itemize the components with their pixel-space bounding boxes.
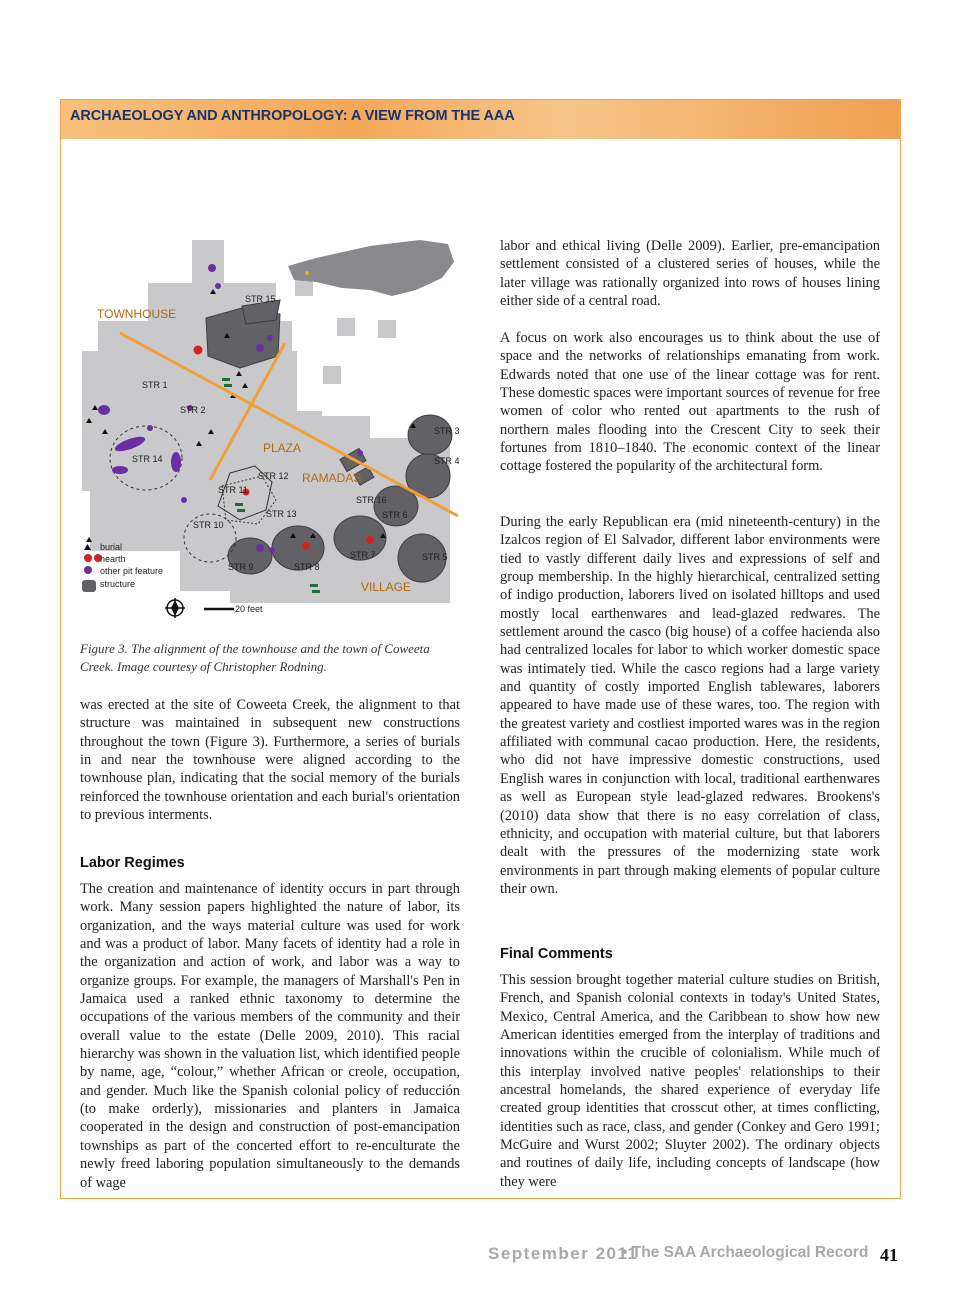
scale-label: 20 feet [235, 604, 263, 614]
label-str15: STR 15 [245, 294, 276, 304]
legend-pit: other pit feature [100, 566, 164, 576]
right-column-paragraph-1: labor and ethical living (Delle 2009). Earlier, pre-emancipation settlement consisted of a clustered series of houses, while the later village was rationally organized into rows of houses lining either side of a central road. [500, 238, 880, 310]
label-str14: STR 14 [132, 454, 163, 464]
label-str12: STR 12 [258, 471, 289, 481]
legend-hearth: hearth [100, 554, 126, 564]
page-number: 41 [880, 1245, 898, 1265]
label-str1: STR 1 [142, 380, 168, 390]
legend-hearth-icon [84, 554, 92, 562]
legend-burial: burial [100, 542, 123, 552]
label-str2: STR 2 [180, 405, 206, 415]
right-column-paragraph-3: During the early Republican era (mid nineteenth-century) in the Izalcos region of El Salvador, different labor environments were tied to vastly different daily lives and expressions of self and group membership. In the highly hierarchical, centralized setting of indigo production, laborers lived on isolated hilltops and used mostly local earthenwares and lead-glazed redwares. The settlement around the casco (big house) of a coffee hacienda also had centralized locales for labor to which worker domestic space was intimately tied. While the casco regions had a large variety and quantity of costly imported English tablewares, laborers appeared to have made use of these wares, too. The region with the greatest variety and costliest imported wares was in the region affiliated with communal cacao production. Here, the residents, who did not have impressive domestic constructions, used English wares in conjunction with local, traditional earthenwares as well as European style lead-glazed redwares. Brookens's (2010) data show that there is no easy correlation of class, ethnicity, and occupation with material culture, but that laborers dealt with the pressures of the modernizing state work environments in part through making elements of popular culture their own. [500, 514, 880, 897]
north-arrow-icon [165, 598, 185, 618]
right-column-paragraph-2: A focus on work also encourages us to think about the use of space and the networks of relationships emanating from work. Edwards noted that one use of the linear cottage was for rent. These domestic spaces were important sources of revenue for free women of color who rented out apartments to the rush of northern males flooding into the Crescent City to seek their fortunes from 1810–1840. The economic context of the linear cottage fostered the popularity of the architectural form. [500, 330, 880, 475]
label-village: VILLAGE [361, 580, 412, 594]
site-map-figure [80, 238, 460, 623]
legend-pit-icon [84, 566, 92, 574]
label-str13: STR 13 [266, 509, 297, 519]
label-plaza: PLAZA [263, 441, 302, 455]
label-ramadas: RAMADAS [302, 471, 362, 485]
footer-date: September 2011 [488, 1244, 639, 1263]
section-header-title: ARCHAEOLOGY AND ANTHROPOLOGY: A VIEW FROM THE AAA [70, 108, 515, 124]
label-str4: STR 4 [434, 456, 460, 466]
right-column-paragraph-4: This session brought together material culture studies on British, French, and Spanish colonial contexts in today's United States, Mexico, Central America, and the Caribbean to show how new American identities emerged from the interplay of traditions and innovations within the crucible of colonialism. While much of this interplay involved native peoples' relationships to their ancestral homelands, the shared experience of everyday life created group identities that crosscut other, at times conflicting, identities such as race, class, and gender (Conkey and Gero 1991; McGuire and Wurst 2002; Sluyter 2002). The ordinary objects and routines of daily life, including concepts of landscape (how they were [500, 972, 880, 1190]
label-str6: STR 6 [382, 510, 408, 520]
heading-labor-regimes: Labor Regimes [80, 855, 185, 871]
legend-burial-icon [84, 544, 91, 550]
legend-structure-icon [82, 580, 96, 592]
label-str8: STR 8 [294, 562, 320, 572]
figure-caption: Figure 3. The alignment of the townhouse and the town of Coweeta Creek. Image courtesy of Christopher Rodning. [80, 641, 430, 674]
label-str11: STR 11 [218, 485, 248, 495]
footer-journal: • The SAA Archaeological Record [622, 1244, 869, 1261]
label-str3: STR 3 [434, 426, 460, 436]
legend-structure: structure [100, 579, 136, 589]
label-str10: STR 10 [193, 520, 224, 530]
left-column-paragraph-1: was erected at the site of Coweeta Creek, the alignment to that structure was maintained in subsequent new constructions throughout the town (Figure 3). Furthermore, a series of burials in and near the townhouse were aligned according to the townhouse plan, indicating that the social memory of the burials reinforced the townhouse orientation and each burial's orientation to previous interments. [80, 697, 460, 824]
heading-final-comments: Final Comments [500, 946, 613, 962]
left-column-paragraph-2: The creation and maintenance of identity occurs in part through work. Many session papers highlighted the nature of labor, its organization, and the ways material culture was used for work and was a product of labor. Many facets of identity had a role in the organization and action of work, and labor was a way to organize groups. For example, the managers of Marshall's Pen in Jamaica used a ranked ethnic taxonomy to determine the occupations of the various members of the community and their overall value to the estate (Delle 2009, 2010). This racial hierarchy was shown in the valuation list, which identified people by name, age, “colour,” whether African or creole, occupation, and gender. Much like the Spanish colonial policy of reducción (to make orderly), missionaries and planters in Jamaica cooperated in the design and construction of post-emancipation townships as part of the concerted effort to re-enculturate the newly freed laboring population simultaneously to the demands of wage [80, 881, 460, 1191]
label-str5: STR 5 [422, 552, 448, 562]
label-str16: STR 16 [356, 495, 387, 505]
label-str7: STR 7 [350, 550, 376, 560]
label-str9: STR 9 [228, 562, 254, 572]
label-townhouse: TOWNHOUSE [97, 307, 177, 321]
